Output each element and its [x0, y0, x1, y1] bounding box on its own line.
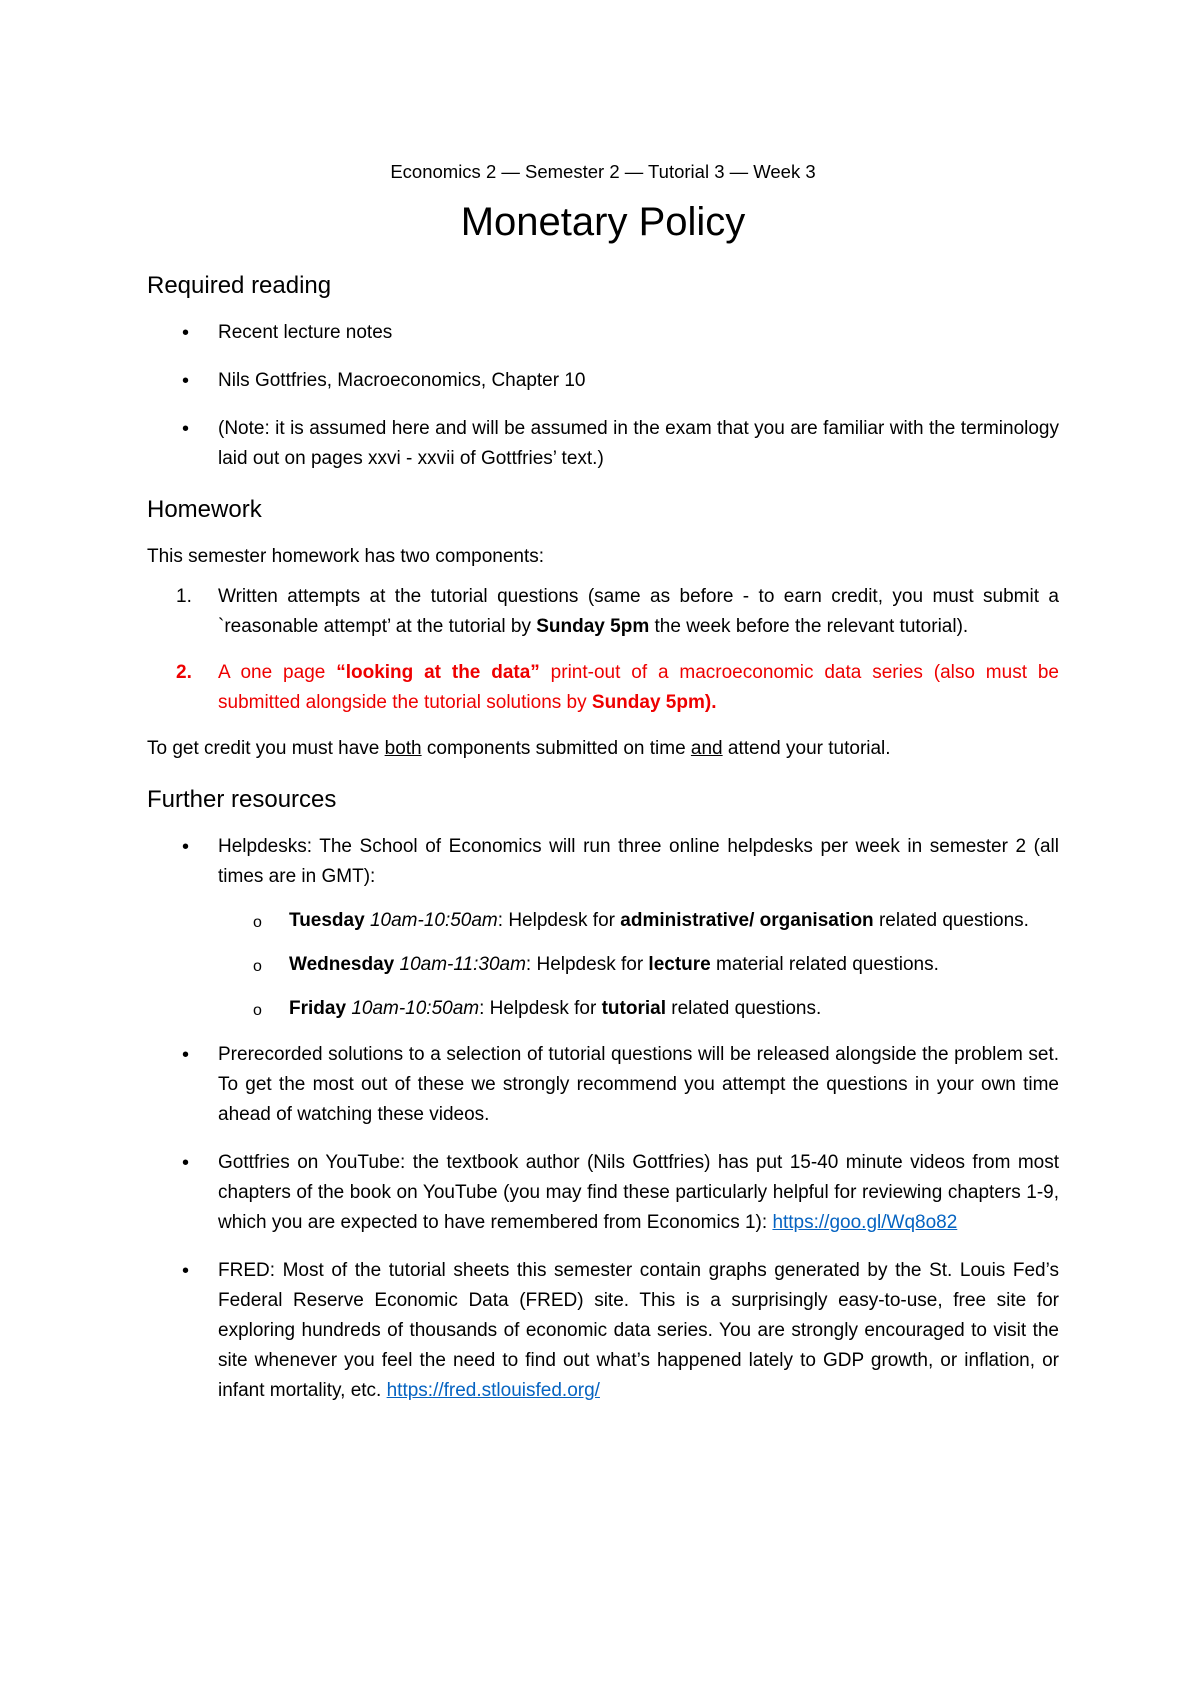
course-subtitle: Economics 2 — Semester 2 — Tutorial 3 — Week 3 [390, 161, 816, 182]
sub-bullet-icon: o [253, 1002, 262, 1019]
list-item: • Helpdesks: The School of Economics will run three online helpdesks per week in semester 2 (all times are in GMT): o Tuesday 10am-10:50am: Helpdesk for administrative/ organisation related questions. o Wednesday 10am-11:30am: Helpdesk for lecture material related questions. o Friday 10am-10:50am: Helpdesk for tutorial related questions. [147, 832, 1059, 1024]
helpdesk-item: o Friday 10am-10:50am: Helpdesk for tutorial related questions. [218, 994, 1059, 1024]
list-item: • Prerecorded solutions to a selection of tutorial questions will be released alongside the problem set. To get the most out of these we strongly recommend you attempt the questions in your own time ahead of watching these videos. [147, 1040, 1059, 1130]
list-item: • Nils Gottfries, Macroeconomics, Chapter 10 [147, 366, 1059, 396]
further-resources-heading: Further resources [147, 786, 337, 813]
resources-list [147, 832, 1059, 1406]
item-number: 2. [176, 662, 192, 683]
reading-list [147, 318, 1059, 474]
homework-item-1: 1. Written attempts at the tutorial questions (same as before - to earn credit, you must submit a `reasonable attempt’ at the tutorial by Sunday 5pm the week before the relevant tutorial). [147, 582, 1059, 642]
credit-requirement: To get credit you must have both components submitted on time and attend your tutorial. [147, 738, 891, 759]
list-item: • (Note: it is assumed here and will be assumed in the exam that you are familiar with the terminology laid out on pages xxvi - xxvii of Gottfries’ text.) [147, 414, 1059, 474]
sub-bullet-icon: o [253, 958, 262, 975]
homework-item-2: 2. A one page “looking at the data” print-out of a macroeconomic data series (also must be submitted alongside the tutorial solutions by Sunday 5pm). [147, 658, 1059, 718]
helpdesk-list [218, 906, 1059, 1024]
sub-bullet-icon: o [253, 914, 262, 931]
youtube-link[interactable]: https://goo.gl/Wq8o82 [772, 1212, 958, 1233]
list-item: • FRED: Most of the tutorial sheets this semester contain graphs generated by the St. Louis Fed’s Federal Reserve Economic Data (FRED) site. This is a surprisingly easy-to-use, free site for exploring hundreds of thousands of economic data series. You are strongly encouraged to visit the site whenever you feel the need to find out what’s happened lately to GDP growth, or inflation, or infant mortality, etc. https://fred.stlouisfed.org/ [147, 1256, 1059, 1406]
homework-heading: Homework [147, 496, 262, 523]
item-number: 1. [176, 586, 192, 607]
homework-list [147, 582, 1059, 718]
required-reading-heading: Required reading [147, 272, 332, 299]
page-title: Monetary Policy [460, 200, 746, 244]
list-item: • Recent lecture notes [147, 318, 1059, 348]
list-item: • Gottfries on YouTube: the textbook author (Nils Gottfries) has put 15-40 minute videos from most chapters of the book on YouTube (you may find these particularly helpful for reviewing chapters 1-9, which you are expected to have remembered from Economics 1): https://goo.gl/Wq8o82 [147, 1148, 1059, 1238]
helpdesk-item: o Tuesday 10am-10:50am: Helpdesk for administrative/ organisation related questions. [218, 906, 1059, 936]
helpdesk-item: o Wednesday 10am-11:30am: Helpdesk for lecture material related questions. [218, 950, 1059, 980]
document-content [147, 158, 1059, 1424]
homework-intro: This semester homework has two components: [147, 546, 545, 567]
fred-link[interactable]: https://fred.stlouisfed.org/ [386, 1380, 600, 1401]
